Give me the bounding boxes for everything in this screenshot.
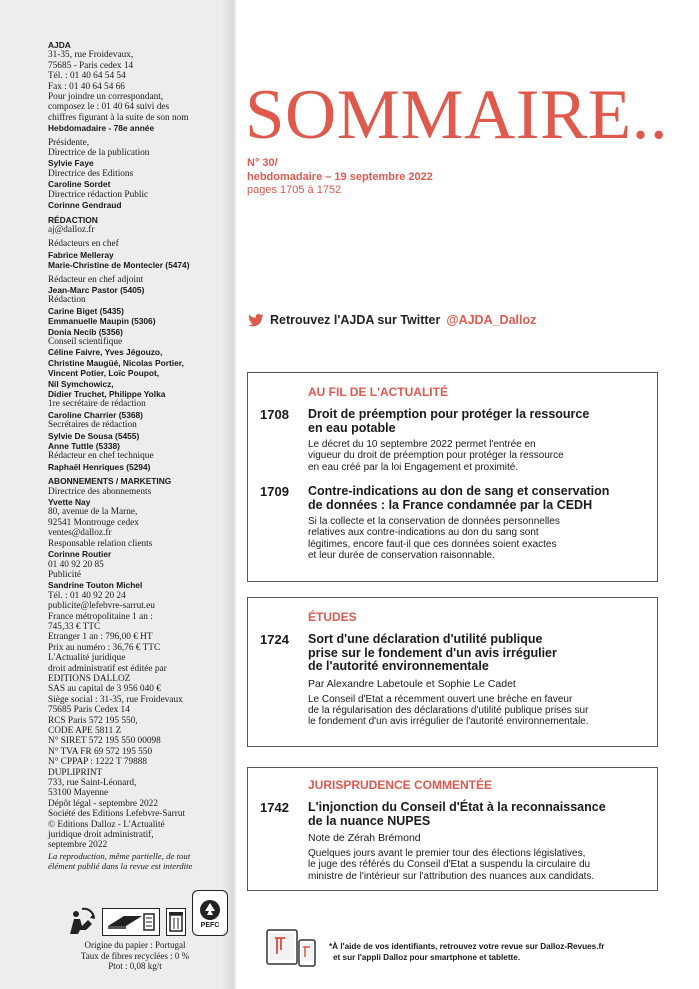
masthead-line: © Editions Dalloz - L'Actualité: [48, 819, 165, 830]
masthead-line: Sandrine Touton Michel: [48, 580, 143, 591]
article-page: 1724: [260, 632, 289, 647]
abstract-line: le fondement d'un avis irrégulier de l'autorité environnementale.: [308, 716, 589, 728]
section-title: AU FIL DE L'ACTUALITÉ: [308, 385, 448, 399]
article-author: Par Alexandre Labetoule et Sophie Le Cadet: [308, 677, 516, 690]
masthead-line: 80, avenue de la Marne,: [48, 507, 138, 518]
section-actualite: [247, 372, 658, 582]
masthead-line: Caroline Charrier (5368): [48, 409, 143, 420]
masthead-line: juridique droit administratif,: [48, 830, 154, 841]
masthead-line: N° SIRET 572 195 550 00098: [48, 736, 161, 747]
article-abstract: [308, 848, 647, 882]
masthead-line: 75685 - Paris cedex 14: [48, 60, 134, 71]
section-jurisprudence: [247, 767, 658, 891]
masthead-line: 75685 Paris Cedex 14: [48, 705, 130, 716]
abstract-line: relatives aux contre-indications au don du sang sont: [308, 527, 539, 539]
masthead-line: 31-35, rue Froidevaux,: [48, 50, 134, 61]
masthead-line: Dépôt légal - septembre 2022: [48, 798, 158, 809]
masthead-line: La reproduction, même partielle, de tout: [48, 850, 191, 861]
masthead-line: N° CPPAP : 1222 T 79888: [48, 757, 148, 768]
article-abstract: [308, 516, 647, 562]
masthead-line: Rédaction: [48, 295, 86, 306]
masthead-line: Tél. : 01 40 64 54 54: [48, 71, 126, 82]
abstract-line: en eau créé par la loi Engagement et proximité.: [308, 461, 519, 473]
section-title: JURISPRUDENCE COMMENTÉE: [308, 778, 493, 792]
masthead-line: chiffres figurant à la suite de son nom: [48, 112, 189, 123]
footer-line: *À l'aide de vos identifiants, retrouvez votre revue sur Dalloz-Revues.fr: [329, 942, 605, 951]
masthead-line: ventes@dalloz.fr: [48, 528, 112, 539]
article-title: [308, 485, 647, 512]
twitter-promo[interactable]: [248, 313, 536, 327]
masthead-line: Etranger 1 an : 796,00 € HT: [48, 632, 153, 643]
abstract-line: et leur durée de conservation raisonnable.: [308, 550, 495, 562]
paper-recycled-rate: Taux de fibres recyclées : 0 %: [80, 950, 190, 961]
masthead-line: EDITIONS DALLOZ: [48, 673, 131, 684]
article-title-line: de la nuance NUPES: [308, 813, 431, 828]
footer-text: [329, 942, 604, 963]
masthead: [48, 40, 226, 872]
devices-icon: [265, 928, 319, 968]
article-1708[interactable]: [260, 408, 647, 473]
masthead-line: composez le : 01 40 64 suivi des: [48, 102, 170, 113]
article-title-line: de données : la France condamnée par la CEDH: [308, 497, 593, 512]
masthead-line: Corinne Gendraud: [48, 200, 122, 211]
masthead-line: SAS au capital de 3 956 040 €: [48, 684, 161, 695]
article-title-line: Contre-indications au don de sang et conservation: [308, 484, 610, 498]
twitter-handle[interactable]: @AJDA_Dalloz: [446, 313, 537, 327]
article-1709[interactable]: [260, 485, 647, 562]
book-recycle-icon: [102, 908, 160, 936]
masthead-line: droit administratif est éditée par: [48, 663, 167, 674]
masthead-line: Caroline Sordet: [48, 179, 111, 190]
masthead-line: Anne Tuttle (5338): [48, 441, 120, 452]
masthead-line: Publicité: [48, 569, 82, 580]
masthead-line: Fabrice Melleray: [48, 249, 114, 260]
masthead-line: Secrétaires de rédaction: [48, 420, 137, 431]
article-title: [308, 633, 647, 674]
masthead-line: Hebdomadaire - 78e année: [48, 123, 155, 134]
masthead-line: 733, rue Saint-Léonard,: [48, 778, 137, 789]
masthead-line: RCS Paris 572 195 550,: [48, 715, 138, 726]
masthead-line: Prix au numéro : 36,76 € TTC: [48, 642, 161, 653]
masthead-line: Corinne Routier: [48, 549, 112, 560]
masthead-line: Siège social : 31-35, rue Froidevaux: [48, 694, 183, 705]
article-page: 1708: [260, 407, 289, 422]
issue-number: N° 30/: [247, 157, 278, 169]
pefc-label: PEFC: [200, 921, 220, 929]
abstract-line: vigueur du droit de préemption pour protéger la ressource: [308, 450, 564, 462]
masthead-line: Raphaël Henriques (5294): [48, 461, 151, 472]
masthead-line: Directrice des Editions: [48, 168, 134, 179]
masthead-line: Sylvie De Sousa (5455): [48, 430, 140, 441]
recycle-bin-icon: [166, 908, 186, 936]
masthead-line: RÉDACTION: [48, 214, 98, 225]
issue-pages: pages 1705 à 1752: [247, 184, 342, 196]
masthead-line: Emmanuelle Maupin (5306): [48, 316, 156, 327]
masthead-line: CODE APE 5811 Z: [48, 726, 122, 736]
section-title: ÉTUDES: [308, 610, 357, 624]
masthead-line: Marie-Christine de Montecler (5474): [48, 260, 190, 271]
abstract-line: ministre de l'intérieur sur l'attribution des nuances aux candidats.: [308, 870, 595, 882]
abstract-line: Si la collecte et la conservation de données personnelles: [308, 516, 560, 527]
triman-recycling-icon: [66, 906, 96, 936]
eco-logos: [66, 888, 228, 936]
masthead-line: ABONNEMENTS / MARKETING: [48, 476, 172, 487]
masthead-line: 01 40 92 20 85: [48, 559, 104, 570]
article-abstract: [308, 694, 647, 728]
masthead-line: Directrice de la publication: [48, 148, 150, 159]
masthead-line: Pour joindre un correspondant,: [48, 92, 164, 103]
article-title: [308, 408, 647, 435]
pefc-logo: [192, 890, 228, 936]
abstract-line: Le Conseil d'Etat a récemment ouvert une brèche en faveur: [308, 693, 573, 705]
masthead-line: Conseil scientifique: [48, 336, 123, 347]
article-title-line: prise sur le fondement d'un avis irrégulier: [308, 645, 557, 660]
article-title-line: en eau potable: [308, 420, 396, 435]
masthead-line: Rédacteur en chef technique: [48, 451, 154, 462]
abstract-line: légitimes, encore faut-il que ces données soient exactes: [308, 538, 557, 550]
paper-ptot: Ptot : 0,08 kg/t: [108, 961, 162, 971]
masthead-line: Donia Necib (5356): [48, 326, 123, 337]
section-etudes: [247, 597, 658, 747]
abstract-line: Le décret du 10 septembre 2022 permet l'entrée en: [308, 439, 536, 450]
article-title-line: Sort d'une déclaration d'utilité publique: [308, 632, 543, 646]
masthead-line: Jean-Marc Pastor (5405): [48, 284, 145, 295]
masthead-line: 745,33 € TTC: [48, 621, 101, 632]
masthead-line: Didier Truchet, Philippe Yolka: [48, 389, 166, 399]
masthead-line: Rédacteurs en chef: [48, 239, 119, 250]
page-title: SOMMAIRE..: [245, 76, 669, 154]
masthead-line: publicite@lefebvre-sarrut.eu: [48, 601, 155, 612]
masthead-line: L'Actualité juridique: [48, 653, 126, 664]
masthead-line: Christine Maugüé, Nicolas Portier,: [48, 357, 184, 368]
article-page: 1709: [260, 484, 289, 499]
masthead-line: 1re secrétaire de rédaction: [48, 399, 146, 410]
digital-access-footer: [265, 928, 604, 968]
article-title-line: L'injonction du Conseil d'État à la reconnaissance: [308, 800, 606, 814]
masthead-line: septembre 2022: [48, 840, 108, 851]
article-title: [308, 801, 647, 828]
footer-line: et sur l'appli Dalloz pour smartphone et tablette.: [333, 952, 521, 962]
masthead-line: aj@dalloz.fr: [48, 224, 95, 235]
masthead-line: Présidente,: [48, 137, 90, 148]
masthead-line: 53100 Mayenne: [48, 788, 109, 799]
masthead-line: Sylvie Faye: [48, 158, 94, 169]
masthead-line: Fax : 01 40 64 54 66: [48, 81, 125, 92]
issue-date: hebdomadaire – 19 septembre 2022: [247, 170, 433, 183]
paper-origin: Origine du papier : Portugal: [84, 940, 186, 950]
masthead-line: Directrice rédaction Public: [48, 189, 149, 200]
masthead-line: Responsable relation clients: [48, 538, 153, 549]
masthead-line: Nil Symchowicz,: [48, 378, 114, 389]
masthead-line: Directrice des abonnements: [48, 486, 152, 497]
masthead-line: Vincent Potier, Loïc Poupot,: [48, 368, 160, 379]
article-author: Note de Zérah Brémond: [308, 832, 421, 844]
abstract-line: le juge des référés du Conseil d'Etat a suspendu la circulaire du: [308, 859, 591, 871]
paper-info: [60, 940, 210, 972]
masthead-line: Yvette Nay: [48, 497, 91, 508]
masthead-line: France métropolitaine 1 an :: [48, 611, 153, 622]
masthead-line: Carine Biget (5435): [48, 305, 124, 316]
masthead-line: Rédacteur en chef adjoint: [48, 274, 144, 285]
masthead-line: Céline Faivre, Yves Jégouzo,: [48, 347, 163, 358]
masthead-line: DUPLIPRINT: [48, 767, 103, 778]
article-title-line: de l'autorité environnementale: [308, 659, 489, 673]
twitter-text: Retrouvez l'AJDA sur Twitter: [270, 313, 441, 327]
article-title-line: Droit de préemption pour protéger la ressource: [308, 407, 590, 421]
tree-icon: [198, 898, 222, 922]
masthead-line: 92541 Montrouge cedex: [48, 517, 139, 528]
masthead-line: AJDA: [48, 40, 71, 50]
twitter-bird-icon: [248, 314, 264, 327]
masthead-line: Tél. : 01 40 92 20 24: [48, 590, 126, 601]
abstract-line: Quelques jours avant le premier tour des élections législatives,: [308, 848, 586, 859]
masthead-line: Société des Editions Lefebvre-Sarrut: [48, 809, 186, 820]
masthead-line: élément publié dans la revue est interdite: [48, 861, 193, 872]
issue-info: [247, 157, 433, 198]
article-1724[interactable]: [260, 633, 647, 728]
masthead-line: N° TVA FR 69 572 195 550: [48, 746, 153, 757]
article-1742[interactable]: [260, 801, 647, 882]
abstract-line: de la régularisation des déclarations d'utilité publique prises sur: [308, 704, 589, 716]
article-abstract: [308, 439, 647, 473]
article-page: 1742: [260, 800, 289, 815]
